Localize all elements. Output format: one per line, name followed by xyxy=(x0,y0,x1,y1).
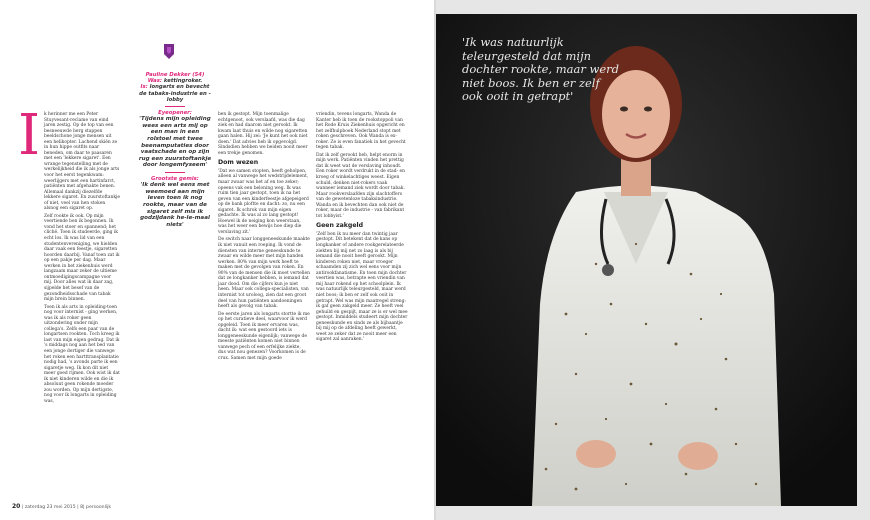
paragraph: ben ik gestopt. Mijn toenmalige echtgenoot, ook verslaafd, was die dag ziek en had daarom niet gerookt. Ik kwam laat thuis en wilde nog sigaretten gaan halen. Hij zei: 'Je kunt het ook niet doen.' Dat advies heb ik opgevolgd. Sindsdien hebben we beiden nooit meer een trekje genomen. xyxy=(218,112,308,156)
paragraph: 'Zelf ben ik nu meer dan twintig jaar gestopt. Dit betekent dat de kans op longkanker of andere rookgerelateerde ziekten bij mij net zo laag is als bij iemand die nooit heeft gerookt. Mijn kinderen roken niet, maar vroeger schaamden zij zich wel eens voor mijn antirookfanatisme. En toen mijn dochter veertien was, betrapte een vriendin van mij haar rokend op het schoolplein. Ik was natuurlijk teleurgesteld, maar werd niet boos; ik ben er zelf ook ooit in getrapt. Wel was mijn maatregel streng: ik gaf geen zakgeld meer. Ze heeft veel gehuild en gespijt, maar ze is er wel mee gestopt. Inmiddels studeert mijn dochter geneeskunde en sinds ze als bijbaantje bij mij op de afdeling heeft gewerkt, weet ze zeker dat ze nooit meer een sigaret zal aanraken.' xyxy=(316,231,408,343)
page-footer xyxy=(12,503,111,510)
paragraph: 'Dat we samen stopten, heeft geholpen, alleen al vanwege het wedstrijdelement, maar zwaar was het af en toe zeker; opeens vak een beloning weg. Ik was ruim tien jaar gestopt, toen ik na het geven van een kinderfeestje afgepeigerd op de bank ploftte en dacht: zo, nu een sigaret. Ik schrok van mijn eigen gedachte. Ik was al zo lang gestopt! Hoewel ik de neiging kon weerstaan, was het weer een bewijs hoe diep die verslaving zit.' xyxy=(218,168,309,235)
eyeopener-label: Eyeopener: xyxy=(158,110,192,117)
paragraph: k herinner me een Peter Stuyvesant-reclame van eind jaren zestig. Op de top van een besneeuwde berg stappen beeldschone jonge mensen uit een helikopter. Lachend skiën ze in hun hippe outfits naar beneden, om daar te paasaren met een 'lekkere sigaret'. Een wrange tegenstelling met de werkelijkheid die ik als jonge arts voor het eerst tegenkwam: weerlijgers met een hartinfarct, patiënten met afgehakte benen. Allemaal dankzij diezelfde lekkere sigaret. En zuurstoftankje of niet, veel van hen stoken alsnog een sigaret op. xyxy=(44,112,120,212)
pull-quote: 'Ik was natuurlijk teleurgesteld dat mijn dochter rookte, maar werd niet boos. Ik ben er zelf ook ooit in getrapt' xyxy=(462,35,620,103)
profile-name: Pauline Dekker (54) xyxy=(145,72,205,78)
article-column-4 xyxy=(316,112,408,345)
was-label: Was: xyxy=(147,78,163,85)
drop-cap: I xyxy=(18,103,41,168)
article-column-1 xyxy=(44,112,120,406)
paragraph: De eerste jaren als longarts stortte ik me op het curatieve deel, waarvoor ik werd opgeleid. Toen ik meer ervaren was, dacht ik: wat een gestoord iets is longgeneeskunde eigenlijk; vanwege de meeste patiënten komen niet binnen vanwege pech of een erfelijke ziekte, dus wat nou genezen? Voorkomen is de crux. Samen met mijn goede xyxy=(218,311,310,361)
profile-is xyxy=(138,84,212,103)
page-number: 20 xyxy=(12,503,21,510)
subheading-dom-wezen: Dom wezen xyxy=(218,159,259,167)
article-column-3 xyxy=(218,112,310,364)
was-value: kettingroker. xyxy=(163,78,203,85)
eyeopener-text: 'Tijdens mijn opleiding wees een arts mij op een man in een rolstoel met twee beenamputaties door vaatschade en op zijn rug een zuurstoftankje door longemfyseem' xyxy=(138,116,212,169)
paragraph: De switch naar longgeneeskunde maakte ik niet vanuit een roeping. Ik vond de diensten van interne geneeskunde te zwaar en wilde meer met mijn handen werken. 80% van mijn werk heeft te maken met de gevolgen van roken. En 90% van de mensen die ik moet vertellen dat ze longkanker hebben, is iemand dat jaar dood. Om die cijfers kun je niet heen. Maar ook collega-specialisten, van internist tot uroloog, zien dat een groot deel van hun patiënten aandoeningen heeft als gevolg van tabak. xyxy=(218,237,310,310)
divider xyxy=(165,106,185,107)
paragraph: Zelf rookte ik ook. Op mijn veertiende ben ik begonnen. Ik vond het stoer en spannend; het clichë. Toen ik studeerde, ging ik echt los. Ik was lid van een studentenvereniging, we hielden daar vaak een feestje, sigaretten hoorden daarbij. Vanaf toen zat ik op een pakje per dag. Maar werken in het ziekenhuis werd langzaam maar zeker de ultieme ontmoedigingscampagne voor mij. Door alles wat ik daar zag, sijpelde het besef van de gezondheidsschade van tabak mijn brein binnen. xyxy=(44,213,120,303)
profile-sidebar xyxy=(138,72,212,228)
divider xyxy=(165,172,185,173)
subheading-geen-zakgeld: Geen zakgeld xyxy=(316,222,364,230)
grootste-gemis-text: 'Ik denk wel eens met weemoed aan mijn leven toen ik nog rookte, maar van de sigaret zelf mis ik godzijdank he-le-maal niets' xyxy=(140,182,210,228)
grootste-gemis-label: Grootste gemis: xyxy=(151,175,199,182)
paragraph: Toen ik als arts in opleiding-toen nog voor internist - ging werken, was ik als roker geen uitzondering onder mijn collega's. Zelfs een paar van de longartsen rookten. Toch kreeg ik last van mijn eigen gedrag. Dat ik 's middags nog aan het bed van een jonge dertiger die vanwege het roken een hartttransplantatie nodig had, 's avonds parte ik een sigaretje weg. Ik kon dit niet meer goed rijmen. Ook wist ik dat ik niet kinderen wilde en die ik absoluut geen rokende moeder zou worden. Op mijn dertigste, nog voor ik longarts in opleiding was, xyxy=(44,304,120,404)
issue-info: | zaterdag 23 mei 2015 | 8| persoonlijk xyxy=(21,505,112,510)
magazine-emblem-icon xyxy=(162,44,176,62)
paragraph: vriendin, tevens longarts, Wanda de Kanter heb ik toen de rookstoppoli van het Rode Kruis Ziekenhuis opgericht en het zelfhulpboek Nederland stopt met roken geschreven. Ook Wanda is ex-roker. Ze is even fanatiek in het gevecht tegen tabak. xyxy=(316,112,406,151)
is-label: Is: xyxy=(140,84,148,91)
is-value: longarts en bevecht de tabaks-industrie en -lobby xyxy=(139,84,211,103)
paragraph: Dat ik zelf gerookt heb, helpt enorm in mijn werk. Patiënten vinden het prettig dat ik weet wat de verslaving inhoudt. Een roker wordt verdrukt in de stad- en kroeg of winkelachtiges weest. Eigen schuld, denken niet-rokers vaak wanneer iemand ziek wordt door tabak. Maar rookverslaafden zijn slachtoffers van de gewetenloze tabaksindustrie. Wanda en ik bevechten dan ook niet de roker, maar de industrie - van fabrikant tot lobbyist.' xyxy=(316,152,405,219)
